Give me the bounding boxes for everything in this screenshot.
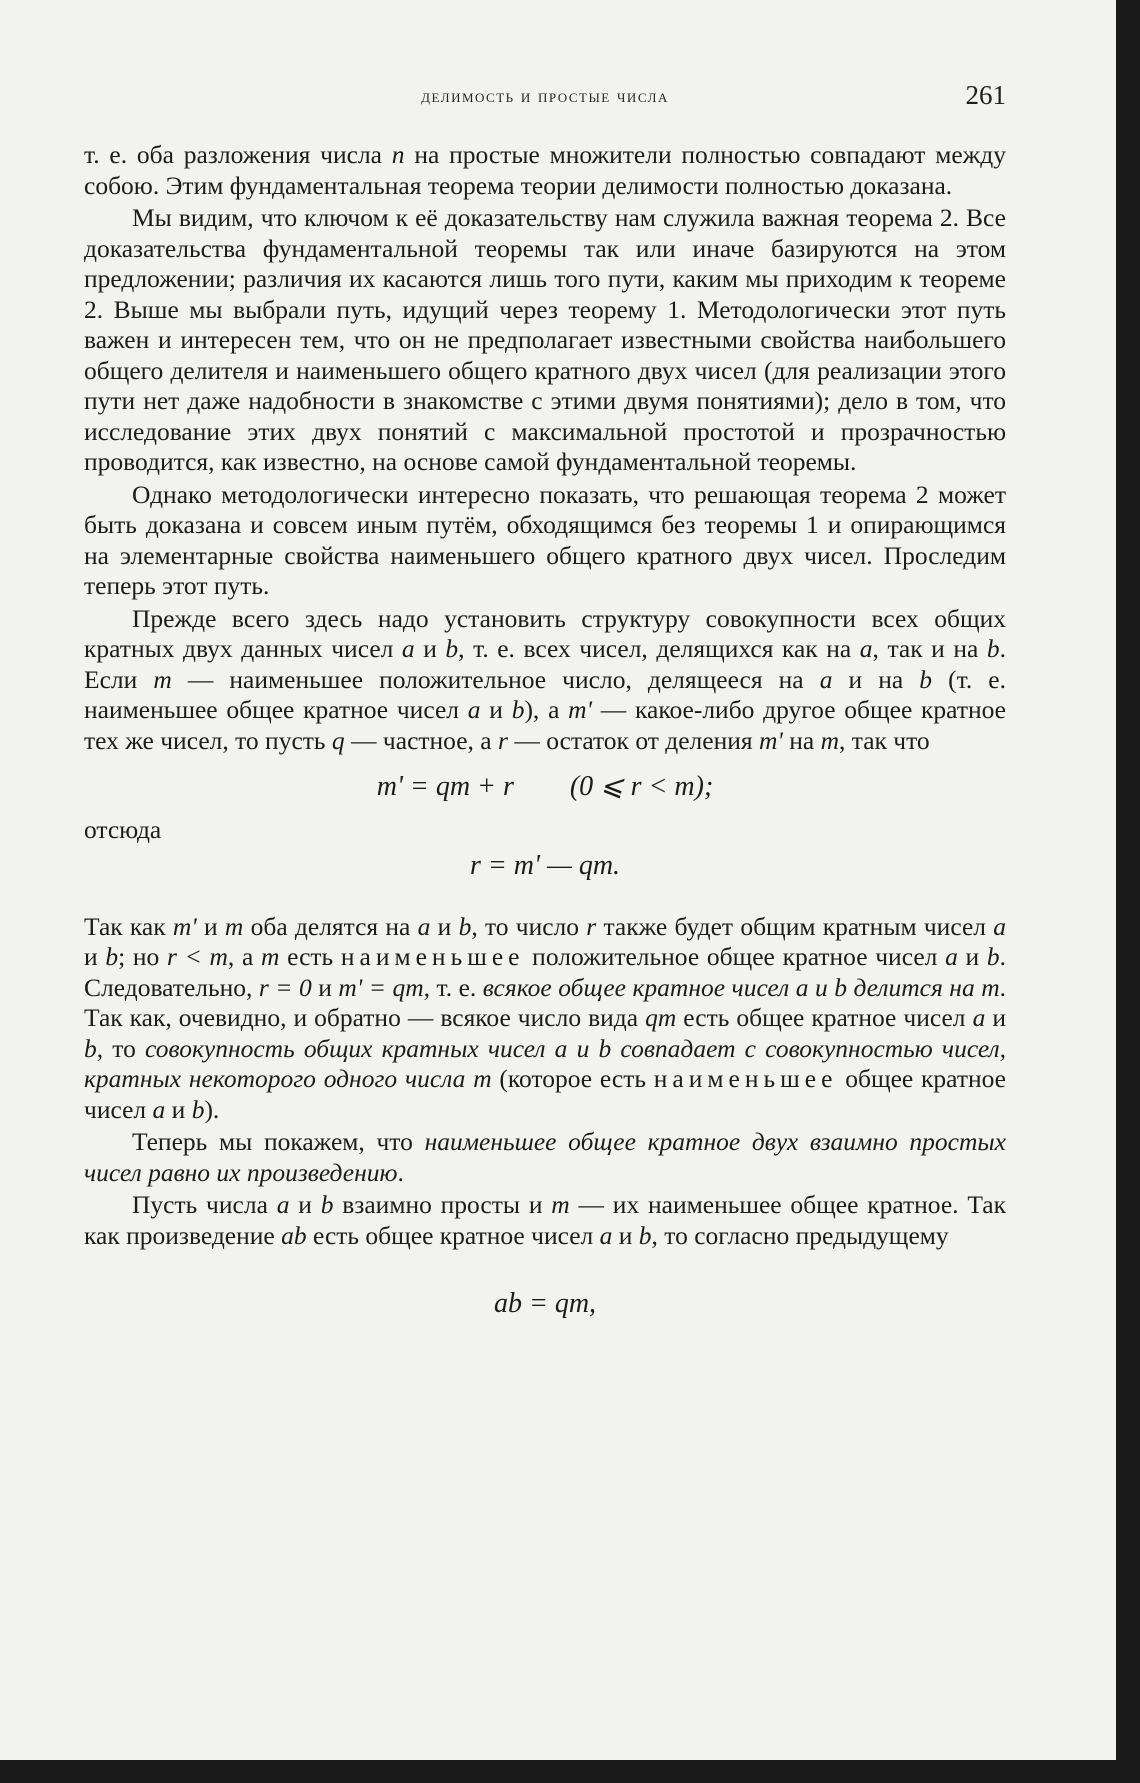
- math-var: r: [586, 911, 597, 941]
- math-var: a: [599, 1220, 613, 1250]
- paragraph-7: [84, 1190, 1006, 1251]
- paragraph-3: Однако методологически интересно показать, что решающая теорема 2 может быть доказана и совсем иным путём, обходящимся без теоремы 1 и опирающимся на элементарные свойства наименьшего общего кратного двух чисел. Проследим теперь этот путь.: [84, 479, 1006, 600]
- math-var: a: [972, 1003, 986, 1032]
- text-span: и: [84, 942, 106, 971]
- text-span: .: [397, 1157, 404, 1187]
- math-expr: qm: [645, 1003, 677, 1032]
- math-var: b: [638, 1220, 652, 1250]
- text-span: общее кратное чисел: [84, 1064, 1006, 1124]
- text-span: , так и на: [872, 634, 987, 663]
- math-var: a: [945, 942, 958, 971]
- math-var: m: [261, 942, 280, 971]
- math-var: b: [84, 1033, 97, 1063]
- math-var: q: [331, 725, 345, 755]
- text-span: , т. е. всех чисел, делящихся как на: [458, 634, 860, 663]
- math-var: m: [551, 1190, 570, 1219]
- text-span: ), а: [524, 695, 569, 724]
- text-span: Прежде всего здесь надо установить структуру совокупности всех общих кратных двух данных чисел: [84, 603, 1006, 663]
- italic-statement: наименьшее общее кратное двух взаимно простых чисел равно их произведению: [84, 1127, 1007, 1187]
- text-span: и: [985, 1003, 1006, 1032]
- text-span: есть общее кратное чисел: [676, 1003, 973, 1032]
- text-span: . Если: [84, 634, 1006, 694]
- page-header: [84, 80, 1006, 114]
- math-var: a: [417, 911, 431, 941]
- math-var: a: [152, 1094, 166, 1124]
- math-var: n: [391, 140, 405, 169]
- text-span: взаимно просты и: [333, 1190, 552, 1219]
- math-var: a: [819, 664, 833, 694]
- text-span: Пусть числа: [132, 1190, 277, 1219]
- text-span: Так как: [84, 911, 173, 941]
- text-span: ).: [204, 1094, 220, 1124]
- text-span: и: [165, 1094, 192, 1124]
- math-var: m: [820, 725, 840, 755]
- running-title: делимость и простые числа: [421, 86, 669, 107]
- math-var: b: [986, 942, 1000, 971]
- text-span: (т. е. наименьшее общее кратное чисел: [84, 664, 1006, 724]
- math-var: a: [467, 695, 481, 724]
- text-span: положительное общее кратное чисел: [524, 942, 946, 971]
- math-var: b: [105, 942, 119, 971]
- text-span: . Следовательно,: [84, 942, 1006, 1002]
- math-var: b: [320, 1190, 334, 1219]
- math-var: b: [445, 634, 459, 663]
- paragraph-5: [84, 912, 1006, 1126]
- paragraph-4: [84, 604, 1006, 757]
- text-span: и: [414, 634, 446, 663]
- page-number: 261: [965, 80, 1006, 110]
- text-span: — их наименьшее общее кратное. Так как произведение: [84, 1190, 1006, 1250]
- math-var: m: [224, 911, 244, 941]
- math-var: r: [498, 725, 508, 755]
- text-span: — какое-либо другое общее кратное тех же чисел, то пусть: [84, 695, 1006, 755]
- paragraph-6: [84, 1127, 1006, 1188]
- formula-2: r = m' — qm.: [469, 850, 621, 881]
- text-span: также будет общим кратным чисел: [596, 911, 994, 941]
- text-span: и: [311, 972, 339, 1002]
- math-var: m': [759, 725, 783, 755]
- text-span: на: [782, 725, 821, 755]
- math-var: m': [568, 695, 593, 724]
- math-expr: m' = qm: [338, 972, 424, 1002]
- formula-3: ab = qm,: [493, 1288, 597, 1319]
- text-span: и: [957, 942, 987, 971]
- text-span: — остаток от деления: [507, 725, 759, 755]
- math-var: a: [993, 911, 1006, 941]
- text-span: и: [612, 1220, 639, 1250]
- text-span: и: [480, 695, 512, 724]
- math-var: b: [458, 911, 472, 941]
- text-span: и на: [832, 664, 920, 694]
- paragraph-1: [84, 140, 1006, 201]
- math-var: m': [172, 911, 197, 941]
- text-span: и: [196, 911, 225, 941]
- text-span: (которое есть: [491, 1064, 654, 1093]
- text-span: — наименьшее положительное число, делящееся на: [171, 664, 820, 694]
- italic-statement: всякое общее кратное чисел a и b делится на m: [482, 972, 1000, 1002]
- text-span: , т. е.: [423, 972, 483, 1002]
- math-expr: r < m: [166, 942, 228, 971]
- body-text: [84, 140, 1006, 1332]
- math-expr: r = 0: [258, 972, 312, 1002]
- text-span: , а: [227, 942, 261, 971]
- formula-1: m' = qm + r (0 ⩽ r < m);: [376, 771, 714, 802]
- text-span: оба делятся на: [243, 911, 418, 941]
- text-span: и: [289, 1190, 321, 1219]
- math-var: a: [859, 634, 873, 663]
- math-var: b: [919, 664, 933, 694]
- otsyuda-line: отсюда: [84, 814, 162, 844]
- spaced-emphasis: наименьшее: [653, 1064, 838, 1093]
- spaced-emphasis: наименьшее: [340, 942, 525, 971]
- text-span: — частное, а: [344, 725, 498, 755]
- math-expr: ab: [281, 1220, 307, 1250]
- text-span: , то: [96, 1033, 146, 1063]
- math-var: b: [511, 695, 525, 724]
- paragraph-2: Мы видим, что ключом к её доказательству нам служила важная теорема 2. Все доказательства фундаментальной теоремы так или иначе базируются на этом предложении; различия их касаются лишь того пути, каким мы приходим к теореме 2. Выше мы выбрали путь, идущий через теорему 1. Методологически этот путь важен и интересен тем, что он не предполагает известными свойства наибольшего общего делителя и наименьшего общего кратного двух чисел (для реализации этого пути нет даже надобности в знакомстве с этими двумя понятиями); дело в том, что исследование этих двух понятий с максимальной простотой и прозрачностью проводится, как известно, на основе самой фундаментальной теоремы.: [84, 203, 1006, 476]
- italic-statement: совокупность общих кратных чисел a и b совпадает с совокупностью чисел, кратных некоторого одного числа m: [84, 1033, 1007, 1093]
- math-var: a: [276, 1190, 290, 1219]
- text-span: есть общее кратное чисел: [306, 1220, 600, 1250]
- text-span: Теперь мы покажем, что: [132, 1127, 425, 1156]
- text-span: т. е. оба разложения числа: [84, 140, 392, 169]
- text-span: на простые множители полностью совпадают между собою. Этим фундаментальная теорема теории делимости полностью доказана.: [84, 140, 1006, 200]
- text-span: есть: [279, 942, 341, 971]
- math-var: a: [401, 634, 415, 663]
- math-var: b: [986, 634, 1000, 663]
- text-span: . Так как, очевидно, и обратно — всякое число вида: [84, 972, 1006, 1032]
- text-span: , то число: [471, 911, 587, 941]
- text-span: , то согласно предыдущему: [651, 1220, 949, 1250]
- text-span: , так что: [839, 725, 930, 755]
- text-span: и: [430, 911, 459, 941]
- text-span: ; но: [118, 942, 167, 971]
- math-var: b: [191, 1094, 205, 1124]
- math-var: m: [153, 664, 172, 694]
